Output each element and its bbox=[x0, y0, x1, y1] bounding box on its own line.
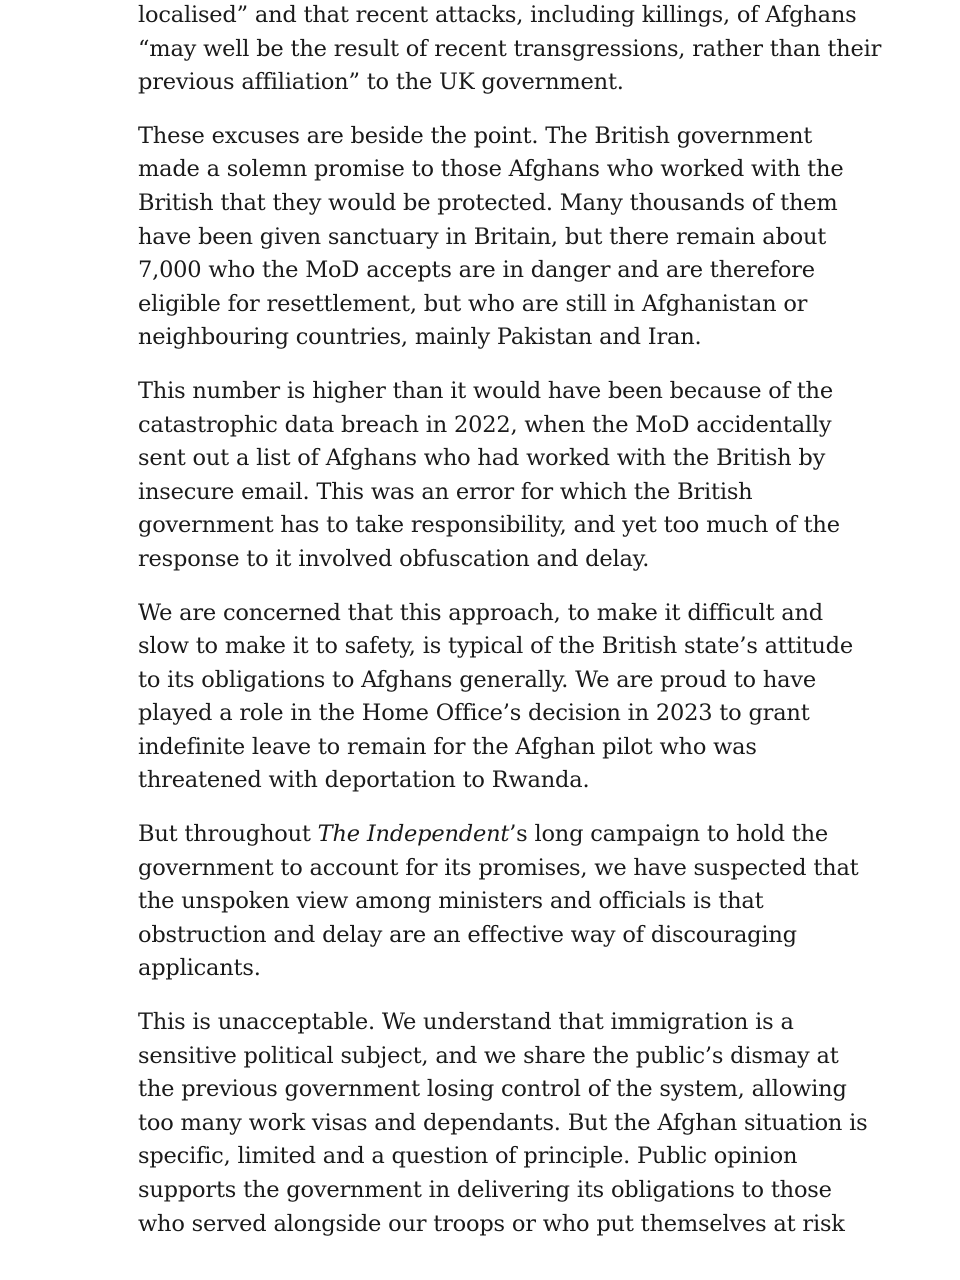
text-line: threatened with deportation to Rwanda. bbox=[138, 767, 590, 794]
text-line: This is unacceptable. We understand that immigration is a bbox=[138, 1009, 794, 1036]
paragraph-6 bbox=[138, 1006, 868, 1241]
text-line: applicants. bbox=[138, 955, 261, 982]
text-line: who served alongside our troops or who put themselves at risk bbox=[138, 1210, 845, 1237]
text-line: British that they would be protected. Many thousands of them bbox=[138, 189, 838, 216]
text-line: too many work visas and dependants. But the Afghan situation is bbox=[138, 1109, 868, 1136]
text-line bbox=[138, 818, 838, 852]
paragraph-5 bbox=[138, 818, 859, 986]
text-line: have been given sanctuary in Britain, but there remain about bbox=[138, 223, 827, 250]
text-line: catastrophic data breach in 2022, when the MoD accidentally bbox=[138, 411, 832, 438]
text-run: But throughout bbox=[138, 821, 318, 848]
paragraph-3 bbox=[138, 375, 838, 577]
text-line: indefinite leave to remain for the Afghan pilot who was bbox=[138, 733, 757, 760]
publication-name: The Independent bbox=[317, 821, 510, 848]
article-body bbox=[138, 0, 882, 1261]
paragraph-4 bbox=[138, 597, 854, 799]
text-line: slow to make it to safety, is typical of the British state’s attitude bbox=[138, 633, 854, 660]
text-line: 7,000 who the MoD accepts are in danger and are therefore bbox=[138, 257, 815, 284]
text-line: obstruction and delay are an effective way of discouraging bbox=[138, 921, 797, 948]
text-line: eligible for resettlement, but who are still in Afghanistan or bbox=[138, 290, 808, 317]
text-line: government has to take responsibility, and yet too much of the bbox=[138, 512, 840, 539]
text-line: neighbouring countries, mainly Pakistan and Iran. bbox=[138, 324, 702, 351]
text-line: government to account for its promises, we have suspected that bbox=[138, 854, 859, 881]
text-line: response to it involved obfuscation and delay. bbox=[138, 545, 650, 572]
text-line: sensitive political subject, and we share the public’s dismay at bbox=[138, 1042, 839, 1069]
text-line: to its obligations to Afghans generally. We are proud to have bbox=[138, 666, 816, 693]
paragraph-1 bbox=[138, 0, 882, 100]
text-line: previous affiliation” to the UK government. bbox=[138, 69, 624, 96]
text-line: insecure email. This was an error for which the British bbox=[138, 478, 753, 505]
text-line: made a solemn promise to those Afghans who worked with the bbox=[138, 156, 844, 183]
text-line: the unspoken view among ministers and officials is that bbox=[138, 888, 764, 915]
text-run: ’s long campaign to hold the bbox=[509, 821, 829, 848]
text-line: We are concerned that this approach, to make it difficult and bbox=[138, 599, 823, 626]
text-line: localised” and that recent attacks, including killings, of Afghans bbox=[138, 2, 857, 28]
text-line: “may well be the result of recent transgressions, rather than their bbox=[138, 35, 882, 62]
text-line: played a role in the Home Office’s decision in 2023 to grant bbox=[138, 700, 810, 727]
text-line: This number is higher than it would have been because of the bbox=[138, 377, 833, 404]
text-line: sent out a list of Afghans who had worked with the British by bbox=[138, 445, 826, 472]
text-line: specific, limited and a question of principle. Public opinion bbox=[138, 1143, 798, 1170]
text-line: supports the government in delivering its obligations to those bbox=[138, 1177, 832, 1203]
text-line: These excuses are beside the point. The British government bbox=[138, 122, 813, 149]
text-line: the previous government losing control of the system, allowing bbox=[138, 1076, 847, 1103]
paragraph-2 bbox=[138, 120, 844, 355]
